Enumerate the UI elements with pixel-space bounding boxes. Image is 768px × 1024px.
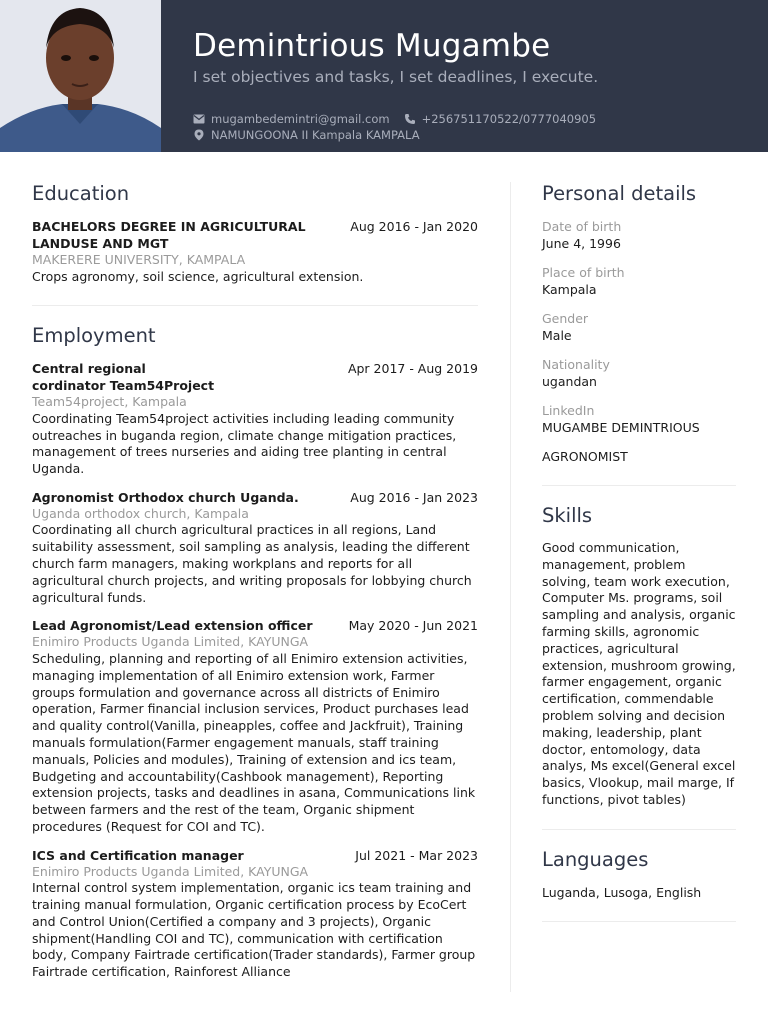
section-title-education: Education [32, 182, 130, 205]
personal-field-label: Date of birth [542, 219, 622, 234]
personal-field-value: Kampala [542, 282, 597, 297]
entry-date: Jul 2021 - Mar 2023 [355, 847, 478, 863]
column-divider [510, 182, 511, 992]
entry-title: Central regional cordinator Team54Project [32, 361, 215, 394]
mail-icon [193, 113, 205, 125]
skills-text: Good communication, management, problem solving, team work execution, Computer Ms. programs, soil sampling and analysis, organic farming skills, agronomic practices, agricultural extension, mushroom growing, farmer engagement, organic certification, commendable problem solving and decision making, leadership, plant doctor, entomology, data analys, Ms excel(General excel basics, Vlookup, mail marge, If functions, pivot tables) [542, 540, 736, 807]
contact-row-address [193, 128, 420, 142]
personal-profession: AGRONOMIST [542, 449, 628, 464]
entry-employer: Enimiro Products Uganda Limited, KAYUNGA [32, 634, 309, 650]
personal-field-label: Nationality [542, 357, 610, 372]
entry-institution: MAKERERE UNIVERSITY, KAMPALA [32, 252, 246, 267]
personal-field-value: Male [542, 328, 572, 343]
entry-date: Aug 2016 - Jan 2020 [350, 219, 478, 234]
skills-section [542, 502, 736, 809]
section-title-personal-details: Personal details [542, 182, 697, 205]
personal-details-section [542, 180, 736, 465]
entry-description: Internal control system implementation, organic ics team training and training manual formulation, Organic certification process by EcoCert and Control Union(Certified a company and 3 projects), Organic shipment(Handling COI and TC), communication with certification body, Company Fairtrade certification(Trader standards), Farmer group Fairtrade certification, Rainforest Alliance [32, 880, 476, 980]
section-divider [542, 829, 736, 830]
entry-date: Aug 2016 - Jan 2023 [350, 489, 478, 505]
languages-text: Luganda, Lusoga, English [542, 884, 702, 900]
sidebar-column [542, 180, 736, 938]
entry-description: Crops agronomy, soil science, agricultural extension. [32, 268, 364, 284]
entry-description: Coordinating Team54project activities including leading community outreaches in buganda region, climate change mitigation practices, management of trees nurseries and aiding tree planting in central Uganda. [32, 410, 457, 477]
entry-employer: Team54project, Kampala [32, 394, 187, 410]
education-section [32, 180, 478, 285]
personal-field-label: LinkedIn [542, 403, 595, 418]
contact-address: NAMUNGOONA II Kampala KAMPALA [211, 128, 420, 142]
languages-section [542, 846, 736, 901]
personal-field-label: Gender [542, 311, 589, 326]
main-column [32, 180, 478, 992]
phone-icon [404, 113, 416, 125]
entry-date: May 2020 - Jun 2021 [348, 618, 478, 634]
entry-title: BACHELORS DEGREE IN AGRICULTURAL LANDUSE AND MGT [32, 219, 306, 251]
entry-date: Apr 2017 - Aug 2019 [347, 361, 478, 377]
contact-row-primary [193, 112, 596, 126]
personal-field-value: ugandan [542, 374, 597, 389]
employment-entry [32, 847, 478, 981]
profile-photo [0, 0, 161, 152]
entry-description: Coordinating all church agricultural practices in all regions, Land suitability assessment, soil sampling as analysis, leading the different church farm managers, making workplans and reports for all agricultural church projects, and writing proposals for lobbying church agricultural funds. [32, 522, 472, 605]
section-title-languages: Languages [542, 847, 649, 871]
education-entry [32, 218, 478, 285]
candidate-name: Demintrious Mugambe [193, 28, 551, 64]
linkedin-link[interactable]: MUGAMBE DEMINTRIOUS [542, 420, 700, 435]
header-banner [0, 0, 768, 152]
location-pin-icon [193, 129, 205, 141]
contact-phone[interactable]: +256751170522/0777040905 [421, 112, 597, 126]
employment-section [32, 322, 478, 981]
section-divider [32, 305, 478, 306]
entry-title: ICS and Certification manager [32, 847, 244, 863]
entry-employer: Uganda orthodox church, Kampala [32, 505, 249, 521]
employment-entry [32, 360, 478, 478]
entry-title: Lead Agronomist/Lead extension officer [32, 618, 313, 634]
section-title-skills: Skills [542, 504, 593, 527]
entry-description: Scheduling, planning and reporting of all Enimiro extension activities, managing implementation of all Enimiro extension work, Farmer groups formulation and governance across all districts of Enimiro operation, Farmer financial inclusion services, Product purchases lead and quality control(Vanilla, pineapples, coffee and Jackfruit), Training manuals formulation(Farmer engagement manuals, staff training manuals, Policies and modules), Training of extension and ics team, Budgeting and accountability(Cashbook management), Reporting extension projects, tasks and deadlines in asana, Communications link between farmers and the rest of the team, Organic shipment procedures (Request for COI and TC). [32, 650, 476, 834]
employment-entry [32, 489, 478, 606]
entry-employer: Enimiro Products Uganda Limited, KAYUNGA [32, 863, 309, 879]
section-divider [542, 485, 736, 486]
profile-photo-image [0, 0, 161, 152]
section-title-employment: Employment [32, 324, 156, 348]
personal-field-value: June 4, 1996 [542, 236, 621, 251]
section-divider [542, 921, 736, 922]
personal-field-label: Place of birth [542, 265, 625, 280]
contact-email[interactable]: mugambedemintri@gmail.com [211, 112, 390, 126]
entry-title: Agronomist Orthodox church Uganda. [32, 489, 299, 505]
employment-entry [32, 617, 478, 835]
candidate-tagline: I set objectives and tasks, I set deadlines, I execute. [193, 68, 599, 86]
